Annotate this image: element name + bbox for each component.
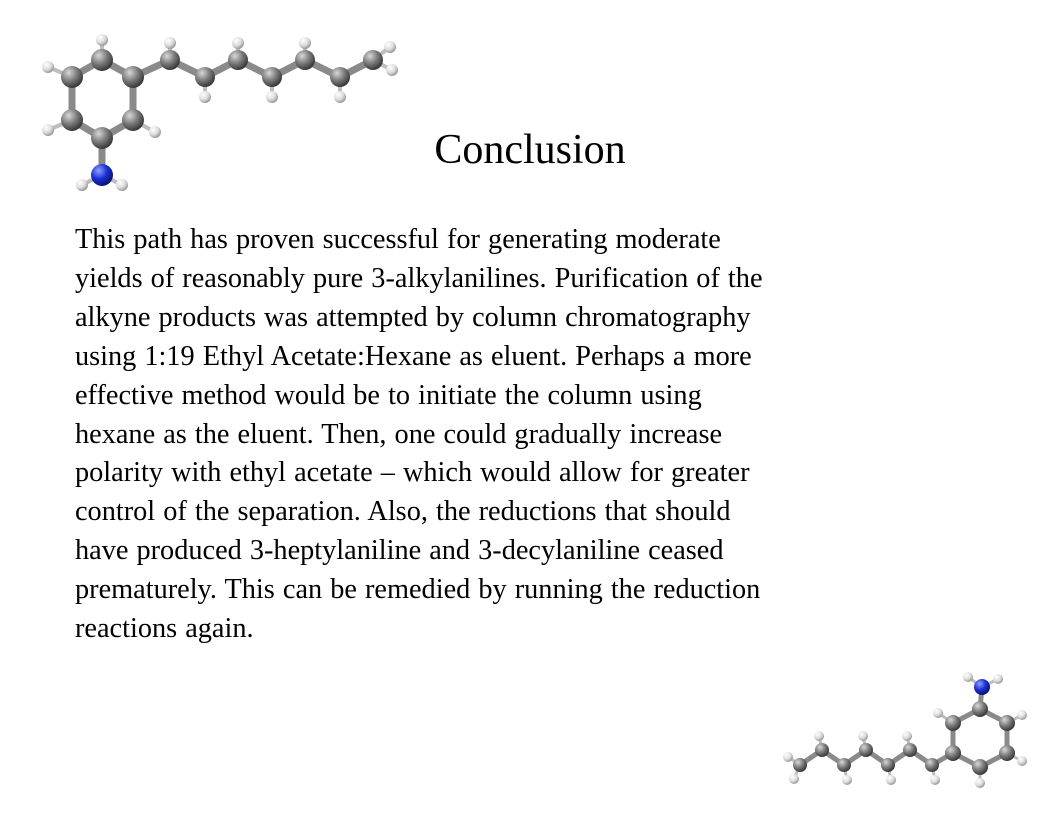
paragraph-line: using 1:19 Ethyl Acetate:Hexane as eluent. Perhaps a more [75,340,752,372]
paragraph-line: effective method would be to initiate the column using [75,379,702,411]
paragraph-line: hexane as the eluent. Then, one could gradually increase [75,418,723,450]
paragraph-line: This path has proven successful for generating moderate [75,224,721,255]
paragraph-line: polarity with ethyl acetate – which would allow for greater [75,457,750,489]
paragraph-line: reactions again. [75,613,254,645]
paragraph-line: control of the separation. Also, the reductions that should [75,496,731,528]
paragraph-line: have produced 3-heptylaniline and 3-decylaniline ceased [75,535,724,567]
slide-title [0,122,1056,178]
slide-title-text: Conclusion [434,127,626,173]
molecule-model-top-image [30,25,410,205]
molecule-model-bottom-image [770,665,1050,810]
paragraph-line: alkyne products was attempted by column chromatography [75,301,751,333]
paragraph-line: prematurely. This can be remedied by running the reduction [75,574,761,606]
paragraph-line: yields of reasonably pure 3-alkylanilines. Purification of the [75,262,763,294]
conclusion-paragraph [75,221,995,649]
